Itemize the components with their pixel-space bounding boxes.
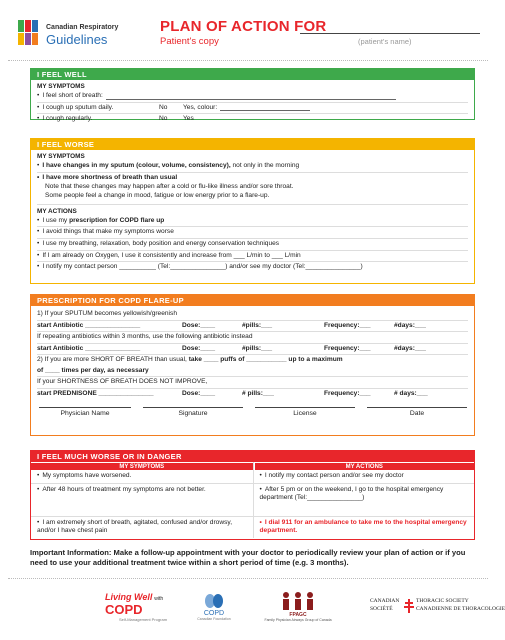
pills-field[interactable]: #pills:___: [242, 344, 273, 352]
symptom-row: [37, 91, 468, 103]
puffs-field[interactable]: take ____ puffs of ___________ up to a maximum: [188, 356, 343, 364]
rx-text: If your SHORTNESS OF BREATH DOES NOT IMPROVE,: [37, 378, 208, 386]
max-times-field[interactable]: of ____ times per day, as necessary: [37, 366, 149, 374]
plan-title: PLAN OF ACTION FOR: [160, 18, 327, 35]
action-label: I use my: [42, 216, 70, 224]
signature-field[interactable]: [143, 407, 243, 417]
living-well-logo: Living Well with COPD Self-Management Program: [105, 592, 168, 622]
symptom-item: • My symptoms have worsened.: [31, 470, 253, 484]
rx-text: 1) If your SPUTUM becomes yellowish/greenish: [37, 310, 177, 317]
section-heading: I FEEL WELL: [31, 69, 474, 80]
symptom-row: [37, 103, 468, 115]
pills-field[interactable]: # pills:___: [242, 389, 274, 397]
frequency-field[interactable]: Frequency:___: [324, 344, 371, 352]
important-information: Important Information: Make a follow-up appointment with your doctor to periodically review your plan of action or if you need to use your additional treatment twice within a short period of time (e.g. 3 months).: [30, 548, 466, 568]
symptom-item: • After 48 hours of treatment my symptoms are not better.: [31, 484, 253, 517]
symptom-label: • I feel short of breath:: [37, 92, 103, 101]
sub-heading: MY SYMPTOMS: [37, 83, 85, 90]
rx-line: [37, 309, 468, 321]
symptom-label: I have changes in my sputum (colour, volume, consistency),: [42, 162, 231, 170]
section-feel-worse: [30, 138, 475, 284]
section-heading: I FEEL WORSE: [31, 139, 474, 150]
section-heading: I FEEL MUCH WORSE OR IN DANGER: [31, 451, 474, 462]
sig-label: Date: [409, 410, 425, 417]
rx-text: If repeating antibiotics within 3 months, use the following antibiotic instead: [37, 333, 253, 341]
action-row: [37, 227, 468, 239]
antibiotic-field[interactable]: start Antibiotic _______________: [37, 344, 141, 352]
action-label: • I use my breathing, relaxation, body position and energy conservation techniques: [37, 240, 279, 249]
symptoms-column: [31, 462, 253, 538]
section-danger: [30, 450, 475, 540]
option-no[interactable]: No: [159, 103, 168, 111]
antibiotic-field[interactable]: start Antibiotic _______________: [37, 321, 141, 329]
symptom-label: • I have more shortness of breath than usual: [37, 174, 177, 183]
rx-line: [37, 377, 468, 389]
column-header: MY SYMPTOMS: [31, 462, 253, 470]
crg-logo-icon: [18, 20, 38, 46]
physician-name-field[interactable]: [39, 407, 131, 417]
plan-subtitle: Patient's copy: [160, 36, 219, 47]
document-header: [0, 0, 495, 62]
footer-logos: Living Well with COPD Self-Management Program COPD Canadian Foundation FPAGC Family Physician Airways Group of Canada CANADIAN SOCIÉTÉ THORACIC SOCIETY CANADIENNE DE THORACOLOGIE: [105, 592, 505, 622]
logo-brand-name: Guidelines: [46, 32, 108, 47]
days-field[interactable]: #days:___: [394, 321, 426, 329]
action-item: • I notify my contact person and/or see my doctor: [254, 470, 475, 484]
rx-line: [37, 332, 468, 344]
sub-heading: MY ACTIONS: [37, 204, 468, 216]
option-yes[interactable]: Yes: [183, 115, 194, 123]
action-row: [37, 251, 468, 263]
pills-field[interactable]: #pills:___: [242, 321, 273, 329]
rx-text: 2) If you are more SHORT OF BREATH than usual,: [37, 356, 189, 364]
rx-line[interactable]: [37, 366, 468, 378]
action-row: [37, 216, 468, 228]
section-prescription: [30, 294, 475, 436]
patient-name-field[interactable]: [300, 33, 480, 34]
action-item[interactable]: • After 5 pm or on the weekend, I go to the hospital emergency department (Tel:_______________): [254, 484, 475, 517]
action-label: prescription for COPD flare up: [69, 216, 165, 224]
patient-name-hint: (patient's name): [358, 37, 412, 46]
date-field[interactable]: [367, 407, 467, 417]
rx-line[interactable]: [37, 321, 468, 333]
action-row: [37, 239, 468, 251]
short-breath-field[interactable]: [106, 94, 396, 100]
symptom-label: • I cough regularly.: [37, 115, 159, 124]
section-heading: PRESCRIPTION FOR COPD FLARE-UP: [31, 295, 474, 306]
actions-column: [253, 462, 475, 538]
symptom-label: not only in the morning: [230, 162, 300, 170]
dose-field[interactable]: Dose:____: [182, 321, 215, 329]
option-yes[interactable]: Yes, colour:: [183, 103, 218, 111]
days-field[interactable]: #days:___: [394, 344, 426, 352]
symptom-row: [37, 114, 468, 125]
emergency-action: • I dial 911 for an ambulance to take me to the hospital emergency department.: [254, 517, 475, 538]
sig-label: License: [293, 410, 317, 417]
logo-org-name: Canadian Respiratory: [46, 24, 119, 31]
copd-foundation-logo: COPD Canadian Foundation: [188, 592, 240, 621]
dose-field[interactable]: Dose:____: [182, 389, 215, 397]
rx-line[interactable]: [37, 344, 468, 356]
column-header: MY ACTIONS: [254, 462, 475, 470]
oxygen-action[interactable]: • If I am already on Oxygen, I use it consistently and increase from ___ L/min to ___ L/min: [37, 252, 301, 261]
days-field[interactable]: # days:___: [394, 389, 428, 397]
sputum-colour-field[interactable]: [220, 105, 310, 111]
rx-line[interactable]: [37, 355, 468, 366]
symptom-label: • I cough up sputum daily.: [37, 104, 159, 113]
frequency-field[interactable]: Frequency:___: [324, 321, 371, 329]
people-icon: [278, 590, 318, 610]
option-no[interactable]: No: [159, 115, 168, 123]
double-cross-icon: [404, 599, 414, 613]
sig-label: Signature: [178, 410, 208, 417]
symptom-row: [37, 161, 468, 173]
note-line: Note that these changes may happen after a cold or flu-like illness and/or sore throat.: [45, 183, 294, 191]
divider: [8, 578, 488, 579]
rx-line[interactable]: [37, 389, 468, 400]
fpagc-logo: FPAGC Family Physician Airways Group of Canada: [258, 590, 338, 622]
divider: [8, 60, 488, 61]
frequency-field[interactable]: Frequency:___: [324, 389, 371, 397]
lungs-icon: [203, 592, 225, 608]
note-line: Some people feel a change in mood, fatigue or low energy prior to a flare-up.: [45, 192, 270, 200]
symptom-item: • I am extremely short of breath, agitated, confused and/or drowsy, and/or I have chest pain: [31, 517, 253, 538]
symptom-row: [37, 173, 468, 184]
sub-heading: MY SYMPTOMS: [37, 153, 85, 160]
license-field[interactable]: [255, 407, 355, 417]
action-row: [37, 262, 468, 273]
prednisone-field[interactable]: start PREDNISONE _______________: [37, 389, 154, 397]
section-feel-well: [30, 68, 475, 123]
action-label: • I avoid things that make my symptoms worse: [37, 228, 174, 237]
sig-label: Physician Name: [60, 410, 110, 417]
contact-action[interactable]: • I notify my contact person __________ (Tel:_______________) and/or see my doctor (Tel:_______________): [37, 263, 363, 272]
dose-field[interactable]: Dose:____: [182, 344, 215, 352]
